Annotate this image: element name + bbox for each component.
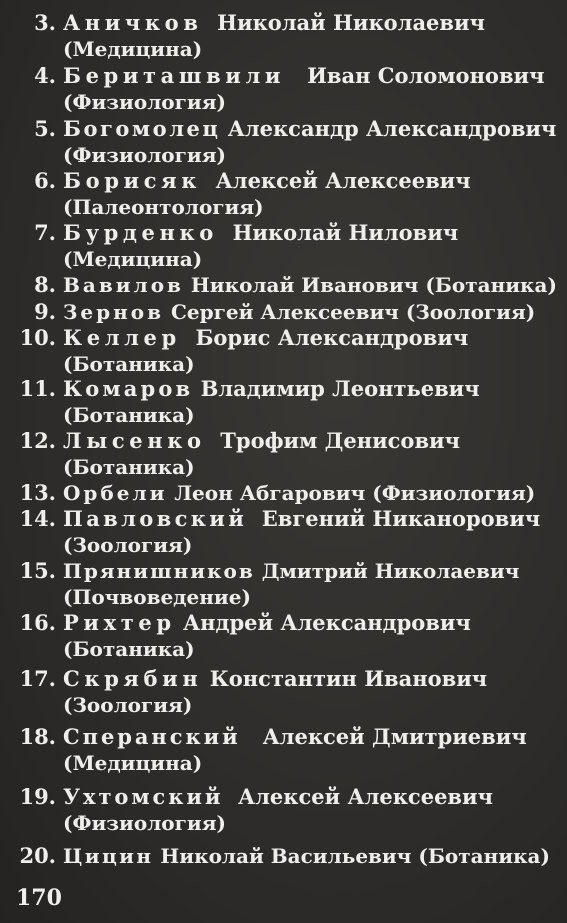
entry-field: (Палеонтология) [63,195,264,219]
entry-surname: Рихтер [63,610,176,635]
entry-number: 14. [19,506,56,531]
entry-line [63,506,540,532]
entry-line [63,480,535,506]
entry-surname: Сперанский [63,724,241,749]
entry-line [63,63,544,89]
entry-field: (Медицина) [63,37,203,61]
entry-name: Владимир Леонтьевич [200,376,480,401]
entry-field: (Ботаника) [63,455,195,479]
entry-surname: Зернов [63,300,165,324]
entry-field: (Ботаника) [63,637,195,661]
entry-name: Иван Соломонович [307,63,545,88]
entry-field: (Ботаника) [63,403,195,427]
entry-field: (Физиология) [63,143,226,167]
entry-field: (Зоология) [63,693,193,717]
entry-name: Евгений Никанорович [261,506,541,531]
entry-number: 20. [19,843,56,868]
entry-name: Александр Александрович [227,116,557,141]
entry-number: 17. [19,666,56,691]
entry-name: Трофим Денисович [220,428,460,453]
entry-line [63,116,556,142]
entry-line [63,10,533,36]
entry-line [63,724,527,750]
entry-number: 18. [19,724,56,749]
entry-surname: Скрябин [63,666,203,691]
entry-name: Николай Николаевич [217,10,485,35]
entry-number: 6. [34,168,56,193]
entry-number: 3. [34,10,56,35]
entry-surname: Орбели [63,481,168,505]
entry-name: Константин Иванович [209,666,488,691]
entry-name: Алексей Дмитриевич [262,724,527,749]
entry-surname: Вавилов [63,273,184,297]
entry-surname: Богомолец [63,116,221,141]
entry-name: Николай Васильевич (Ботаника) [160,844,550,868]
entry-line [63,168,471,194]
entry-field: (Физиология) [63,90,226,114]
entry-surname: Борисяк [63,168,202,193]
entry-surname: Комаров [63,376,194,401]
entry-line [63,843,550,869]
page-number: 170 [16,885,62,911]
entry-surname: Прянишников [63,559,255,583]
entry-surname: Келлер [63,325,181,350]
entry-line [63,784,493,810]
entry-number: 8. [34,272,56,297]
entry-name: Сергей Алексеевич (Зоология) [170,300,536,324]
entry-field: (Физиология) [63,811,226,835]
entry-surname: Павловский [63,506,248,531]
entry-line [63,272,557,298]
entry-surname: Лысенко [63,428,206,453]
entry-surname: Аничков [63,10,203,35]
entry-number: 11. [19,376,56,401]
entry-number: 16. [19,610,56,635]
entry-name: Алексей Алексеевич [238,784,493,809]
entry-line [63,325,468,351]
entry-line [63,299,535,325]
entry-surname: Бурденко [63,220,218,245]
entry-line [63,666,487,692]
entry-name: Дмитрий Николаевич [261,559,520,583]
entry-name: Николай Нилович [232,220,459,245]
entry-surname: Бериташвили [63,63,286,88]
entry-name: Борис Александрович [195,325,469,350]
entry-number: 13. [19,480,56,505]
entry-surname: Цицин [63,844,154,868]
entry-number: 9. [34,299,56,324]
entry-line [63,220,458,246]
entry-number: 10. [19,325,56,350]
entry-number: 19. [19,784,56,809]
entry-number: 5. [34,116,56,141]
entry-name: Николай Иванович (Ботаника) [190,273,557,297]
entry-field: (Медицина) [63,247,203,271]
entry-field: (Зоология) [63,533,193,557]
entry-line [63,558,519,584]
entry-surname: Ухтомский [63,784,224,809]
entry-name: Леон Абгарович (Физиология) [174,481,536,505]
entry-number: 7. [34,220,56,245]
entry-number: 12. [19,428,56,453]
entry-field: (Почвоведение) [63,585,251,609]
entry-name: Андрей Александрович [182,610,471,635]
entry-field: (Ботаника) [63,352,195,376]
entry-name: Алексей Алексеевич [215,168,471,193]
entry-field: (Медицина) [63,751,203,775]
entry-line [63,610,471,636]
entry-line [63,428,460,454]
entry-line [63,376,480,402]
entry-number: 4. [34,63,56,88]
entry-number: 15. [19,558,56,583]
